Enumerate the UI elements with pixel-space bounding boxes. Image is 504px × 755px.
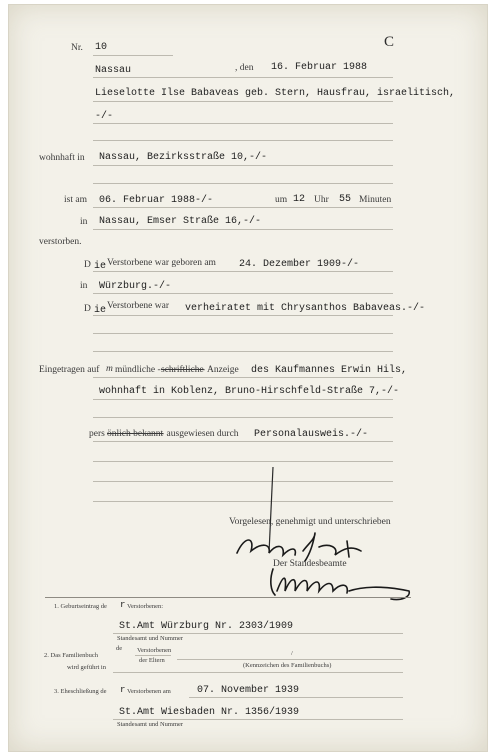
death-hour: 12 <box>293 194 306 205</box>
death-register-page <box>8 4 488 752</box>
den-label: , den <box>235 63 254 73</box>
footer-separator <box>45 597 411 598</box>
f3-fill: r <box>120 685 126 695</box>
in-label: in <box>80 217 88 227</box>
f1-label: 1. Geburtseintrag de <box>54 603 107 610</box>
f2-der-eltern: der Eltern <box>139 657 165 664</box>
pers-label: pers <box>89 429 105 439</box>
death-place-line <box>93 229 393 230</box>
place-value: Nassau <box>95 65 132 76</box>
uhr-label: Uhr <box>314 195 329 205</box>
um-label: um <box>275 195 288 205</box>
born-label: Verstorbene war geboren am <box>107 258 216 268</box>
f2-label-2: wird geführt in <box>67 664 106 671</box>
f2-slash: / <box>291 650 293 657</box>
d-label: D <box>84 260 91 270</box>
f1-sub: Standesamt und Nummer <box>117 635 184 642</box>
verstorben-label: verstorben. <box>39 237 82 247</box>
f2-de: de <box>116 645 123 652</box>
informant-line-rule-1 <box>93 377 393 378</box>
death-time-line <box>93 207 393 208</box>
death-date: 06. Februar 1988-/- <box>99 195 214 206</box>
residence-value: Nassau, Bezirksstraße 10,-/- <box>99 152 268 163</box>
f3-sub: Standesamt und Nummer <box>117 721 184 728</box>
persoenlich-bekannt-struck: önlich bekannt <box>107 429 164 439</box>
informant-line-1: des Kaufmannes Erwin Hils, <box>251 365 408 376</box>
d-label-2: D <box>84 304 91 314</box>
eingetragen-fill: m <box>106 364 113 374</box>
married-line <box>93 315 393 316</box>
nr-value: 10 <box>95 42 108 53</box>
married-label: Verstorbene war <box>107 301 169 311</box>
f2-verstorbenen: Verstorbenen <box>137 647 172 654</box>
birth-date-line <box>93 271 393 272</box>
informant-line-2: wohnhaft in Koblenz, Bruno-Hirschfeld-Straße 7,-/- <box>99 386 400 397</box>
person-line-1 <box>93 101 393 102</box>
vorgelesen-label: Vorgelesen, genehmigt und unterschrieben <box>229 517 391 527</box>
nr-line <box>93 55 173 56</box>
ausgewiesen-label: - ausgewiesen durch <box>161 429 239 439</box>
deceased-name-line: Lieselotte Ilse Babaveas geb. Stern, Hausfrau, israelitisch, <box>95 88 456 99</box>
birth-place: Würzburg.-/- <box>99 281 172 292</box>
person-line-3 <box>93 140 393 141</box>
f1-label-2: Verstorbenen: <box>127 603 164 610</box>
ie-typed-2: ie <box>94 305 107 316</box>
informant-line-rule-3 <box>93 417 393 418</box>
residence-line-2 <box>93 183 393 184</box>
informant-line-rule-2 <box>93 399 393 400</box>
id-line <box>93 441 393 442</box>
f1-value: St.Amt Würzburg Nr. 2303/1909 <box>119 621 294 632</box>
f3-label-2: Verstorbenen am <box>127 688 171 695</box>
f2-line <box>177 659 403 660</box>
f3-line <box>113 719 403 720</box>
married-line-2 <box>93 333 393 334</box>
f1-line <box>113 633 403 634</box>
ist-am-label: ist am <box>64 195 87 205</box>
f2-sub: (Kennzeichen des Familienbuchs) <box>243 662 332 669</box>
blank-line-1 <box>93 461 393 462</box>
anzeige-label: - Anzeige <box>202 365 239 375</box>
f3-date: 07. November 1939 <box>197 685 300 696</box>
minuten-label: Minuten <box>359 195 392 205</box>
f3-value: St.Amt Wiesbaden Nr. 1356/1939 <box>119 707 300 718</box>
schriftliche-label: schriftliche <box>161 365 204 375</box>
f2-choice-line <box>135 655 171 656</box>
birth-date: 24. Dezember 1909-/- <box>239 259 360 270</box>
death-minute: 55 <box>339 194 352 205</box>
f2-line-2 <box>113 672 403 673</box>
nr-label: Nr. <box>71 43 83 53</box>
f2-label: 2. Das Familienbuch <box>44 652 98 659</box>
place-date-line <box>93 77 393 78</box>
deceased-name-line-2: -/- <box>95 111 114 122</box>
wohnhaft-label: wohnhaft in <box>39 153 85 163</box>
birth-place-line <box>93 293 393 294</box>
death-place: Nassau, Emser Straße 16,-/- <box>99 216 262 227</box>
f3-label: 3. Eheschließung de <box>54 688 107 695</box>
married-value: verheiratet mit Chrysanthos Babaveas.-/- <box>185 303 426 314</box>
registration-date: 16. Februar 1988 <box>271 62 368 73</box>
eingetragen-label: Eingetragen auf <box>39 365 100 375</box>
corner-letter: C <box>384 34 395 50</box>
id-document-value: Personalausweis.-/- <box>254 429 369 440</box>
muendlich-label: mündliche - <box>115 365 161 375</box>
standesbeamte-label: Der Standesbeamte <box>273 559 347 569</box>
in-label-2: in <box>80 281 88 291</box>
married-line-3 <box>93 351 393 352</box>
f1-fill: r <box>120 600 126 610</box>
registrar-signature <box>261 561 421 601</box>
f3-date-line <box>189 697 403 698</box>
ie-typed: ie <box>94 261 107 272</box>
residence-line <box>93 165 393 166</box>
person-line-2 <box>93 123 393 124</box>
